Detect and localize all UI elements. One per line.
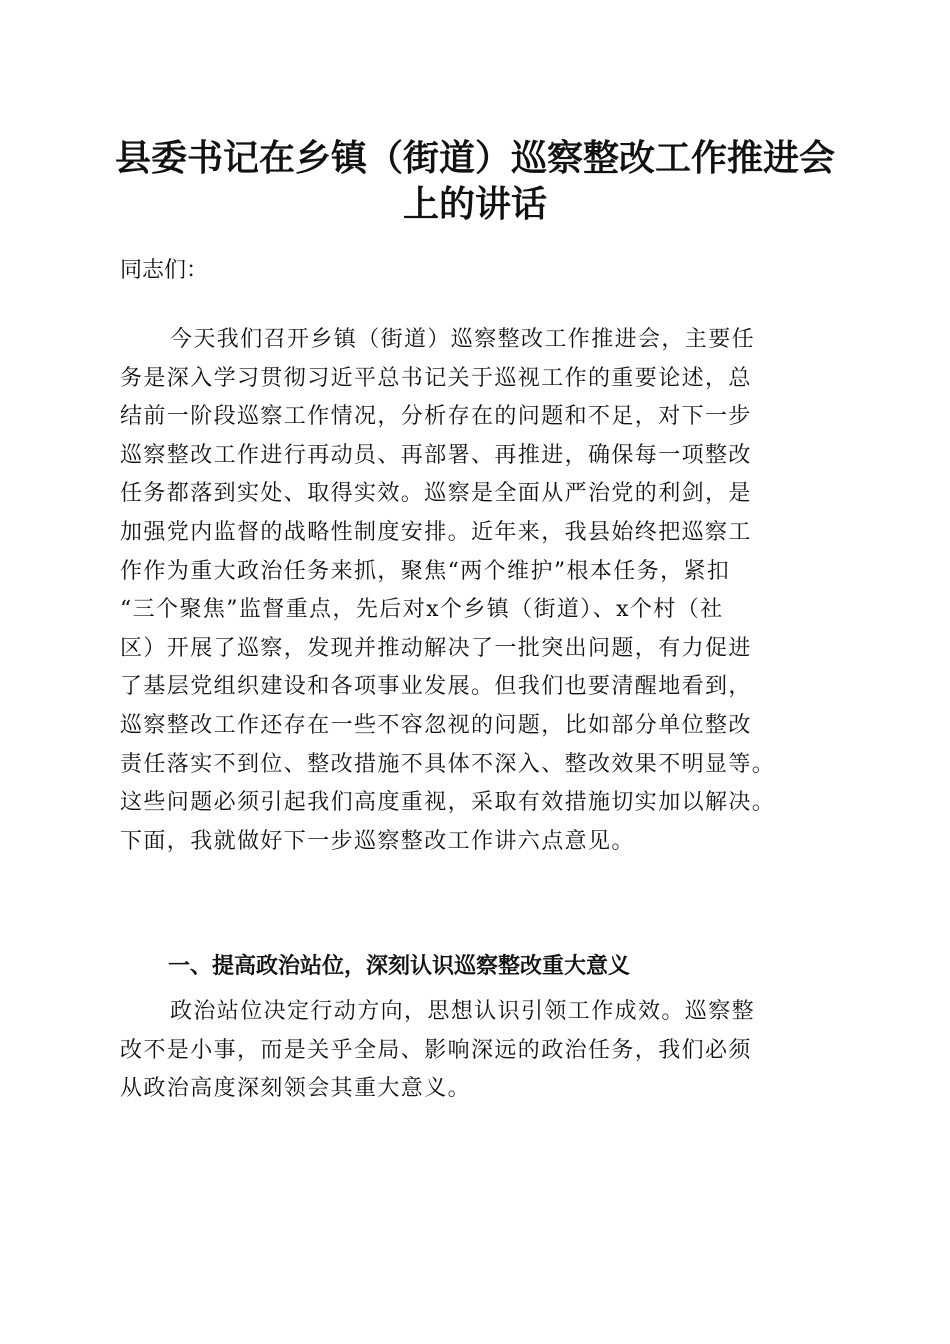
paragraph-line: 政治站位决定行动方向，思想认识引领工作成效。巡察整: [170, 999, 756, 1024]
paragraph-line: 区）开展了巡察，发现并推动解决了一批突出问题，有力促进: [120, 635, 752, 661]
paragraph-line: 巡察整改工作还存在一些不容忽视的问题，比如部分单位整改: [120, 712, 752, 738]
paragraph-line: 改不是小事，而是关乎全局、影响深远的政治任务，我们必须: [120, 1037, 752, 1063]
paragraph-line: 今天我们召开乡镇（街道）巡察整改工作推进会，主要任: [170, 327, 756, 352]
paragraph-line: 作作为重大政治任务来抓，聚焦“两个维护”根本任务，紧扣: [120, 558, 731, 584]
section-heading-1: 一、提高政治站位，深刻认识巡察整改重大意义: [168, 954, 631, 979]
paragraph-line: 结前一阶段巡察工作情况，分析存在的问题和不足，对下一步: [120, 404, 752, 430]
paragraph-line: 责任落实不到位、整改措施不具体不深入、整改效果不明显等。: [120, 751, 776, 777]
salutation: 同志们：: [120, 258, 209, 283]
paragraph-section-1: [120, 993, 840, 1109]
paragraph-line: 巡察整改工作进行再动员、再部署、再推进，确保每一项整改: [120, 442, 752, 468]
paragraph-line: 任务都落到实处、取得实效。巡察是全面从严治党的利剑，是: [120, 481, 752, 507]
paragraph-line: 这些问题必须引起我们高度重视，采取有效措施切实加以解决。: [120, 790, 776, 816]
paragraph-line: 务是深入学习贯彻习近平总书记关于巡视工作的重要论述，总: [120, 365, 752, 391]
paragraph-line: 了基层党组织建设和各项事业发展。但我们也要清醒地看到，: [120, 674, 752, 700]
title-line-1: 县委书记在乡镇（街道）巡察整改工作推进会: [114, 137, 835, 179]
document-title: [100, 135, 850, 227]
paragraph-line: “三个聚焦”监督重点，先后对x个乡镇（街道）、x个村（社: [120, 597, 724, 623]
paragraph-line: 下面，我就做好下一步巡察整改工作讲六点意见。: [120, 828, 635, 854]
title-line-2: 上的讲话: [402, 183, 547, 225]
paragraph-intro: [120, 321, 840, 861]
paragraph-line: 加强党内监督的战略性制度安排。近年来，我县始终把巡察工: [120, 519, 752, 545]
paragraph-line: 从政治高度深刻领会其重大意义。: [120, 1076, 472, 1102]
